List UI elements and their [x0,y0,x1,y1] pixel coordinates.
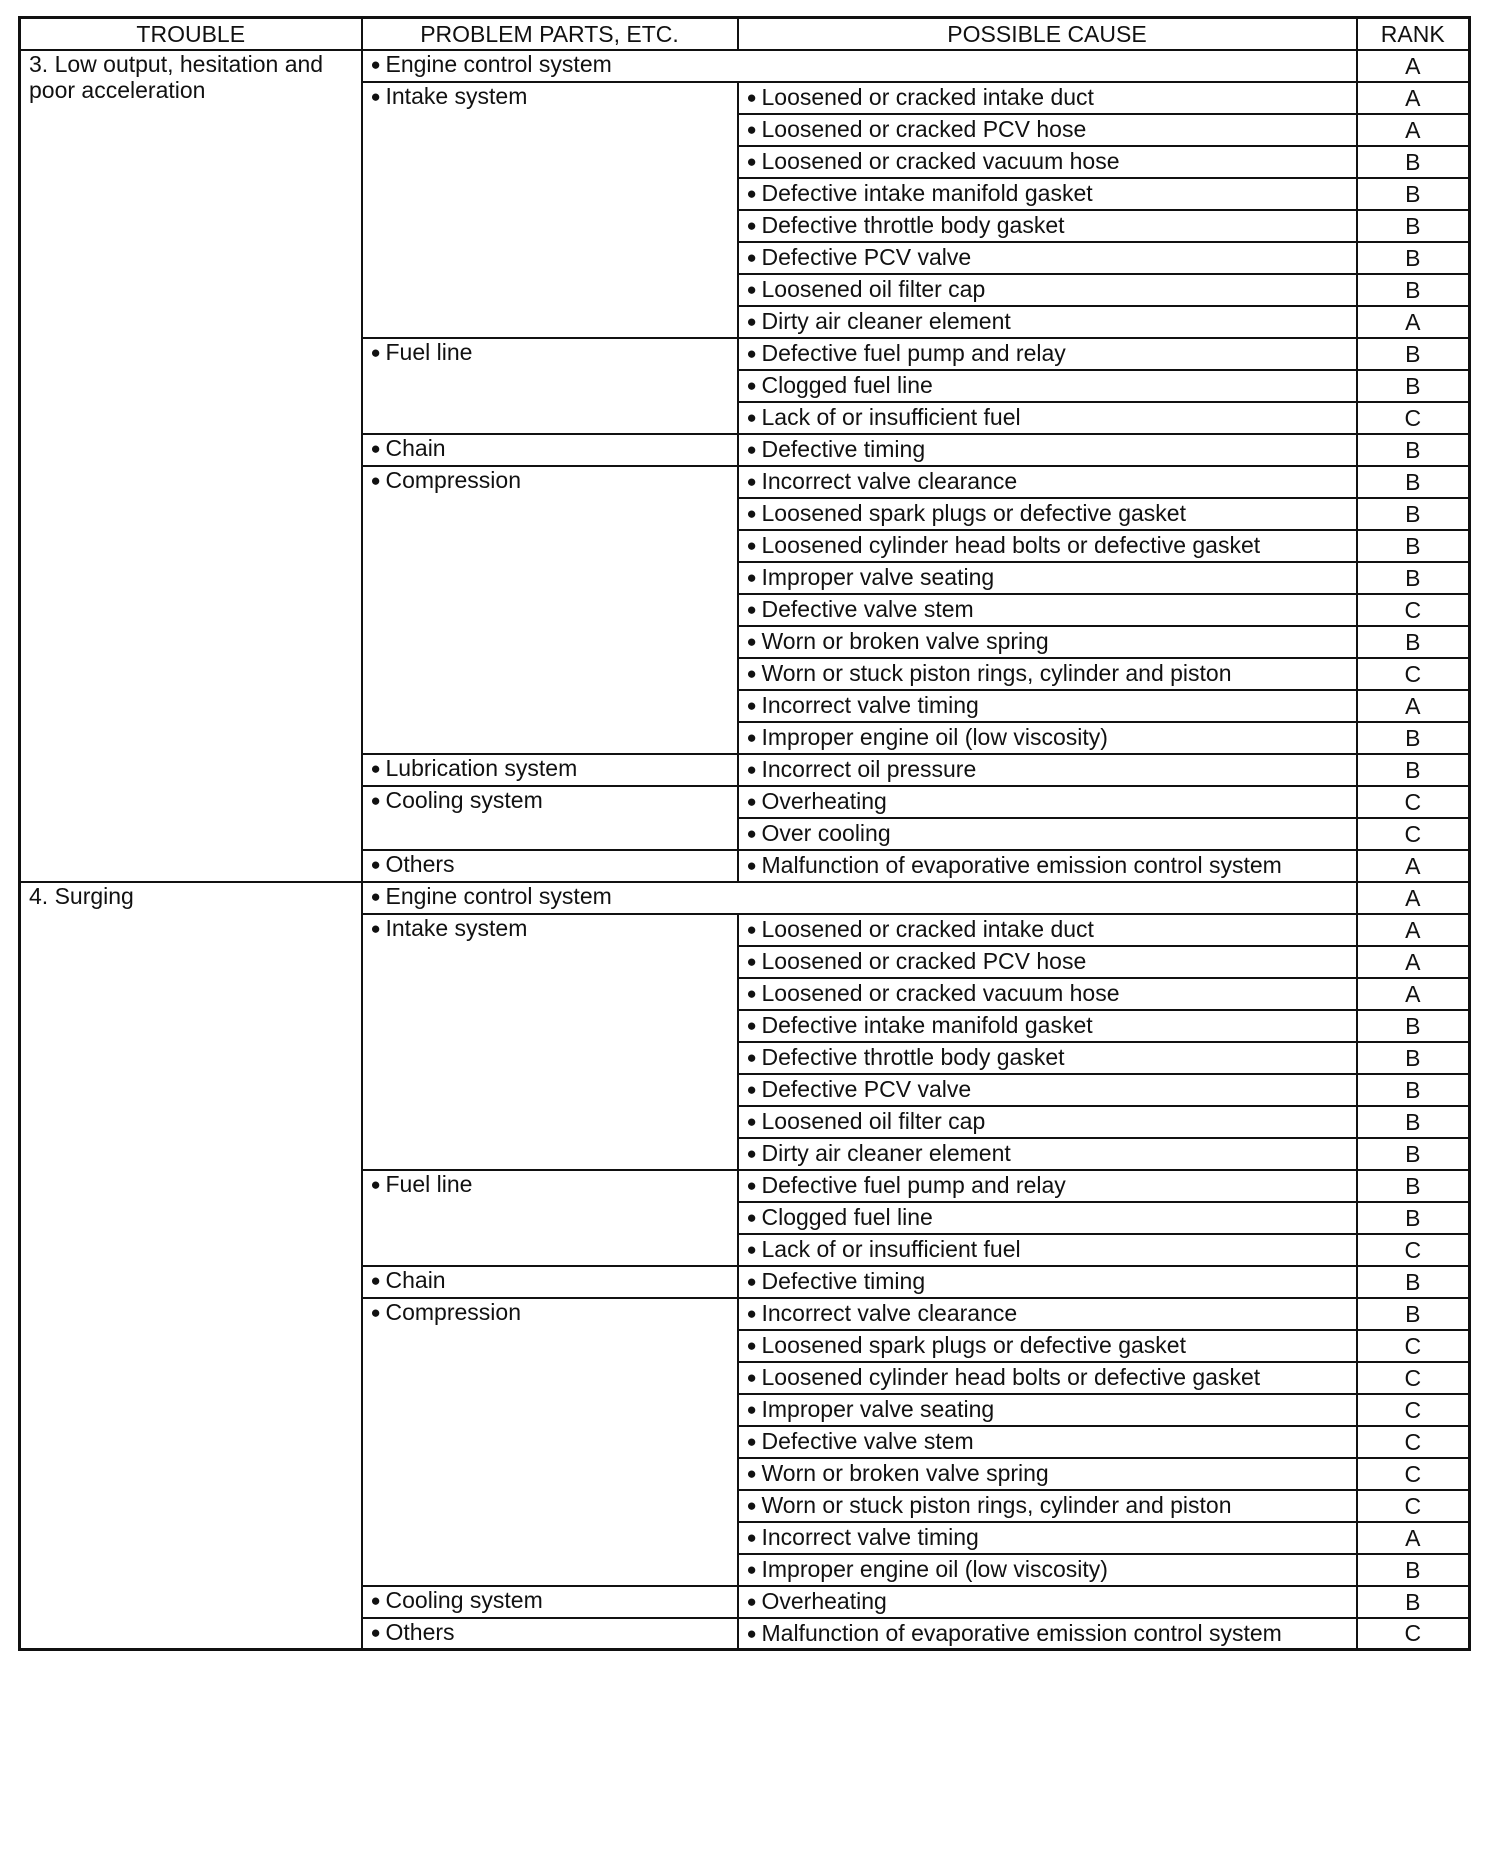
possible-cause-label: ● Defective throttle body gasket [747,212,1065,238]
problem-part-label: ● Engine control system [371,51,612,77]
possible-cause-cell [738,1522,1357,1554]
troubleshooting-table [18,16,1471,1651]
rank-cell: C [1357,1362,1470,1394]
header-row [20,18,1470,50]
rank-cell: A [1357,1522,1470,1554]
possible-cause-label: ● Improper valve seating [747,1396,995,1422]
possible-cause-cell [738,338,1357,370]
possible-cause-cell [738,1234,1357,1266]
possible-cause-cell [738,786,1357,818]
possible-cause-label: ● Lack of or insufficient fuel [747,1236,1021,1262]
header-trouble: TROUBLE [20,18,362,50]
rank-cell: B [1357,434,1470,466]
problem-part-label: ● Chain [371,435,446,461]
problem-part-cell [362,850,738,882]
possible-cause-cell [738,1074,1357,1106]
possible-cause-label: ● Defective timing [747,436,926,462]
possible-cause-label: ● Loosened spark plugs or defective gasket [747,500,1187,526]
rank-cell: B [1357,210,1470,242]
problem-part-label: ● Chain [371,1267,446,1293]
possible-cause-cell [738,498,1357,530]
possible-cause-label: ● Dirty air cleaner element [747,1140,1011,1166]
rank-cell: A [1357,306,1470,338]
table-body [20,50,1470,1650]
possible-cause-cell [738,1586,1357,1618]
possible-cause-label: ● Incorrect oil pressure [747,756,977,782]
possible-cause-cell [738,1618,1357,1650]
possible-cause-label: ● Clogged fuel line [747,372,933,398]
rank-cell: C [1357,1458,1470,1490]
problem-part-cell [362,1618,738,1650]
header-possible-cause: POSSIBLE CAUSE [738,18,1357,50]
possible-cause-cell [738,114,1357,146]
possible-cause-cell [738,434,1357,466]
problem-part-cell [362,1298,738,1586]
possible-cause-label: ● Loosened or cracked intake duct [747,84,1094,110]
possible-cause-cell [738,466,1357,498]
rank-cell: B [1357,530,1470,562]
possible-cause-label: ● Defective intake manifold gasket [747,1012,1093,1038]
possible-cause-label: ● Clogged fuel line [747,1204,933,1230]
problem-part-label: ● Intake system [371,915,528,941]
possible-cause-cell [738,1458,1357,1490]
problem-part-cell [362,50,1357,82]
rank-cell: B [1357,1106,1470,1138]
table-header [20,18,1470,50]
rank-cell: C [1357,1330,1470,1362]
possible-cause-cell [738,1394,1357,1426]
header-rank: RANK [1357,18,1470,50]
possible-cause-cell [738,594,1357,626]
rank-cell: B [1357,498,1470,530]
problem-part-label: ● Others [371,851,455,877]
possible-cause-cell [738,1170,1357,1202]
possible-cause-cell [738,242,1357,274]
possible-cause-cell [738,658,1357,690]
rank-cell: B [1357,370,1470,402]
problem-part-cell [362,1170,738,1266]
rank-cell: B [1357,1266,1470,1298]
problem-part-cell [362,754,738,786]
rank-cell: A [1357,914,1470,946]
rank-cell: C [1357,1490,1470,1522]
problem-part-cell [362,882,1357,914]
possible-cause-label: ● Defective throttle body gasket [747,1044,1065,1070]
problem-part-label: ● Others [371,1619,455,1645]
rank-cell: B [1357,178,1470,210]
possible-cause-cell [738,1266,1357,1298]
possible-cause-cell [738,1362,1357,1394]
trouble-cell: 3. Low output, hesitation and poor acceleration [20,50,362,882]
rank-cell: C [1357,658,1470,690]
possible-cause-label: ● Loosened cylinder head bolts or defective gasket [747,532,1261,558]
possible-cause-cell [738,1330,1357,1362]
possible-cause-cell [738,978,1357,1010]
possible-cause-cell [738,1554,1357,1586]
possible-cause-label: ● Malfunction of evaporative emission control system [747,852,1282,878]
problem-part-label: ● Lubrication system [371,755,578,781]
problem-part-label: ● Fuel line [371,1171,473,1197]
possible-cause-label: ● Incorrect valve clearance [747,468,1018,494]
possible-cause-label: ● Dirty air cleaner element [747,308,1011,334]
rank-cell: B [1357,562,1470,594]
possible-cause-cell [738,562,1357,594]
rank-cell: B [1357,1010,1470,1042]
rank-cell: A [1357,882,1470,914]
possible-cause-label: ● Malfunction of evaporative emission control system [747,1620,1282,1646]
rank-cell: B [1357,722,1470,754]
possible-cause-cell [738,370,1357,402]
possible-cause-cell [738,818,1357,850]
possible-cause-label: ● Defective fuel pump and relay [747,340,1066,366]
rank-cell: B [1357,1202,1470,1234]
problem-part-cell [362,1586,738,1618]
problem-part-label: ● Cooling system [371,787,543,813]
rank-cell: B [1357,338,1470,370]
rank-cell: B [1357,1170,1470,1202]
rank-cell: C [1357,818,1470,850]
problem-part-label: ● Engine control system [371,883,612,909]
rank-cell: C [1357,594,1470,626]
possible-cause-label: ● Worn or stuck piston rings, cylinder and piston [747,1492,1232,1518]
possible-cause-cell [738,274,1357,306]
problem-part-cell [362,914,738,1170]
rank-cell: A [1357,690,1470,722]
rank-cell: C [1357,786,1470,818]
rank-cell: B [1357,1554,1470,1586]
rank-cell: B [1357,1074,1470,1106]
possible-cause-cell [738,850,1357,882]
possible-cause-cell [738,1426,1357,1458]
problem-part-label: ● Compression [371,1299,522,1325]
possible-cause-cell [738,306,1357,338]
possible-cause-cell [738,690,1357,722]
possible-cause-label: ● Loosened or cracked vacuum hose [747,148,1120,174]
problem-part-label: ● Compression [371,467,522,493]
possible-cause-label: ● Worn or stuck piston rings, cylinder and piston [747,660,1232,686]
possible-cause-label: ● Improper engine oil (low viscosity) [747,724,1108,750]
rank-cell: B [1357,626,1470,658]
rank-cell: A [1357,978,1470,1010]
possible-cause-label: ● Defective intake manifold gasket [747,180,1093,206]
trouble-cell: 4. Surging [20,882,362,1650]
possible-cause-label: ● Improper engine oil (low viscosity) [747,1556,1108,1582]
possible-cause-label: ● Defective valve stem [747,596,974,622]
possible-cause-label: ● Defective PCV valve [747,1076,972,1102]
rank-cell: A [1357,82,1470,114]
possible-cause-label: ● Defective timing [747,1268,926,1294]
possible-cause-cell [738,1298,1357,1330]
rank-cell: B [1357,466,1470,498]
rank-cell: B [1357,754,1470,786]
rank-cell: C [1357,1234,1470,1266]
possible-cause-label: ● Worn or broken valve spring [747,628,1049,654]
possible-cause-label: ● Overheating [747,788,887,814]
rank-cell: A [1357,850,1470,882]
possible-cause-cell [738,210,1357,242]
possible-cause-cell [738,402,1357,434]
rank-cell: C [1357,1618,1470,1650]
rank-cell: B [1357,146,1470,178]
possible-cause-cell [738,626,1357,658]
possible-cause-cell [738,1106,1357,1138]
possible-cause-cell [738,1042,1357,1074]
rank-cell: B [1357,1586,1470,1618]
possible-cause-label: ● Incorrect valve timing [747,692,979,718]
possible-cause-cell [738,946,1357,978]
problem-part-label: ● Cooling system [371,1587,543,1613]
header-problem-parts: PROBLEM PARTS, ETC. [362,18,738,50]
problem-part-cell [362,1266,738,1298]
problem-part-cell [362,338,738,434]
possible-cause-label: ● Over cooling [747,820,891,846]
possible-cause-label: ● Defective fuel pump and relay [747,1172,1066,1198]
possible-cause-cell [738,722,1357,754]
possible-cause-label: ● Lack of or insufficient fuel [747,404,1021,430]
rank-cell: B [1357,1042,1470,1074]
possible-cause-cell [738,1202,1357,1234]
possible-cause-cell [738,1010,1357,1042]
rank-cell: A [1357,50,1470,82]
problem-part-cell [362,434,738,466]
possible-cause-label: ● Loosened or cracked PCV hose [747,948,1087,974]
possible-cause-cell [738,146,1357,178]
rank-cell: B [1357,242,1470,274]
table-row [20,882,1470,914]
possible-cause-label: ● Defective valve stem [747,1428,974,1454]
possible-cause-cell [738,1490,1357,1522]
possible-cause-label: ● Loosened or cracked vacuum hose [747,980,1120,1006]
possible-cause-label: ● Loosened cylinder head bolts or defective gasket [747,1364,1261,1390]
possible-cause-label: ● Loosened or cracked intake duct [747,916,1094,942]
rank-cell: C [1357,1426,1470,1458]
possible-cause-label: ● Loosened spark plugs or defective gasket [747,1332,1187,1358]
possible-cause-label: ● Loosened or cracked PCV hose [747,116,1087,142]
possible-cause-cell [738,914,1357,946]
rank-cell: A [1357,946,1470,978]
problem-part-cell [362,82,738,338]
problem-part-label: ● Intake system [371,83,528,109]
rank-cell: B [1357,1298,1470,1330]
rank-cell: A [1357,114,1470,146]
possible-cause-label: ● Loosened oil filter cap [747,276,986,302]
possible-cause-cell [738,530,1357,562]
possible-cause-label: ● Overheating [747,1588,887,1614]
table-row [20,50,1470,82]
rank-cell: C [1357,1394,1470,1426]
possible-cause-cell [738,178,1357,210]
possible-cause-label: ● Improper valve seating [747,564,995,590]
possible-cause-cell [738,754,1357,786]
problem-part-cell [362,786,738,850]
possible-cause-label: ● Loosened oil filter cap [747,1108,986,1134]
problem-part-label: ● Fuel line [371,339,473,365]
possible-cause-cell [738,82,1357,114]
rank-cell: C [1357,402,1470,434]
rank-cell: B [1357,1138,1470,1170]
possible-cause-label: ● Incorrect valve timing [747,1524,979,1550]
rank-cell: B [1357,274,1470,306]
possible-cause-label: ● Worn or broken valve spring [747,1460,1049,1486]
problem-part-cell [362,466,738,754]
possible-cause-label: ● Defective PCV valve [747,244,972,270]
possible-cause-label: ● Incorrect valve clearance [747,1300,1018,1326]
possible-cause-cell [738,1138,1357,1170]
